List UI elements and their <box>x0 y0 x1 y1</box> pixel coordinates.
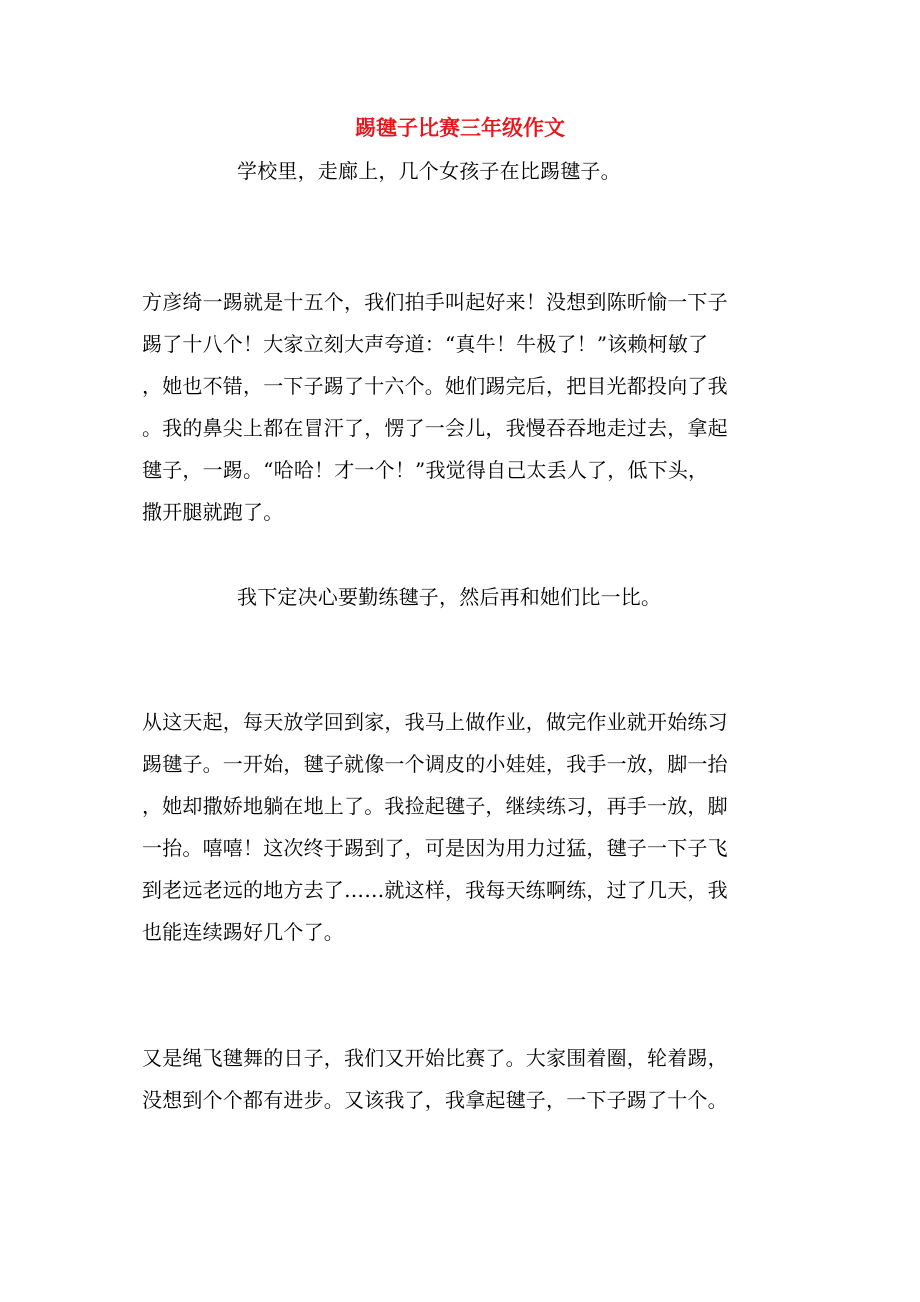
paragraph-line: ，她却撒娇地躺在地上了。我捡起毽子，继续练习，再手一放，脚 <box>142 794 728 818</box>
paragraph-line: 方彦绮一踢就是十五个，我们拍手叫起好来！没想到陈昕愉一下子 <box>142 290 728 314</box>
paragraph-line: 毽子，一踢。“哈哈！才一个！”我觉得自己太丢人了，低下头， <box>142 458 709 482</box>
paragraph-line: 又是绳飞毽舞的日子，我们又开始比赛了。大家围着圈，轮着踢， <box>142 1046 728 1070</box>
paragraph-resolve: 我下定决心要勤练毽子，然后再和她们比一比。 <box>237 585 662 609</box>
paragraph-line: 一抬。嘻嘻！这次终于踢到了，可是因为用力过猛，毽子一下子飞 <box>142 836 728 860</box>
paragraph-line: 撒开腿就跑了。 <box>142 500 284 524</box>
paragraph-line: ，她也不错，一下子踢了十六个。她们踢完后，把目光都投向了我 <box>142 374 728 398</box>
paragraph-line: 踢毽子。一开始，毽子就像一个调皮的小娃娃，我手一放，脚一抬 <box>142 752 728 776</box>
paragraph-competition <box>142 281 782 533</box>
paragraph-line: 踢了十八个！大家立刻大声夸道：“真牛！牛极了！”该赖柯敏了 <box>142 332 709 356</box>
paragraph-line: 也能连续踢好几个了。 <box>142 920 344 944</box>
paragraph-rematch <box>142 1037 782 1121</box>
paragraph-line: 从这天起，每天放学回到家，我马上做作业，做完作业就开始练习 <box>142 710 728 734</box>
paragraph-line: 没想到个个都有进步。又该我了，我拿起毽子，一下子踢了十个。 <box>142 1088 728 1112</box>
paragraph-line: 到老远老远的地方去了……就这样，我每天练啊练，过了几天，我 <box>142 878 728 902</box>
paragraph-line: 。我的鼻尖上都在冒汗了，愣了一会儿，我慢吞吞地走过去，拿起 <box>142 416 728 440</box>
paragraph-practice <box>142 701 782 953</box>
paragraph-intro: 学校里，走廊上，几个女孩子在比踢毽子。 <box>237 159 621 183</box>
document-title: 踢毽子比赛三年级作文 <box>355 115 565 140</box>
